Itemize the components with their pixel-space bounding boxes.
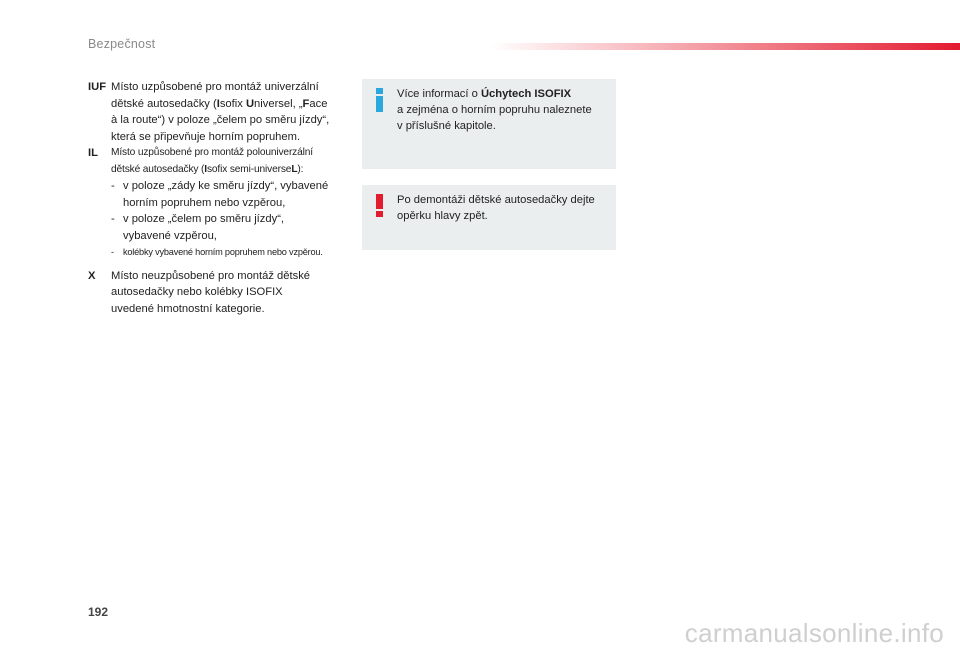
legend-entry-iuf: [88, 79, 348, 145]
legend-entry-x: [88, 268, 348, 318]
warning-icon: [375, 194, 385, 220]
info-icon-stem: [376, 96, 383, 112]
warning-line-1: Po demontáži dětské autosedačky dejte: [397, 194, 595, 206]
legend-entry-il: [88, 145, 348, 261]
il-line-2-b: I: [204, 163, 207, 175]
warning-line-2: opěrku hlavy zpět.: [397, 210, 488, 222]
il-bullet-2-line-1: - v poloze „čelem po směru jízdy“,: [123, 213, 285, 225]
il-bullet-1-line-2: horním popruhem nebo vzpěrou,: [123, 196, 286, 209]
section-title: Bezpečnost: [88, 37, 156, 51]
iuf-line-1: Místo uzpůsobené pro montáž univerzální: [111, 81, 319, 93]
warning-box: [362, 185, 616, 250]
info-line-1-b: Úchytech ISOFIX: [480, 88, 572, 100]
spacer: [88, 261, 348, 268]
info-line-2: a zejména o horním popruhu naleznete: [397, 104, 592, 116]
iuf-line-2: [111, 96, 348, 113]
watermark: carmanualsonline.info: [684, 618, 944, 648]
iuf-line-2-g: ace: [309, 97, 328, 110]
x-line-3: uvedené hmotnostní kategorie.: [111, 302, 265, 315]
iuf-line-2-d: U: [245, 97, 255, 110]
iuf-line-4: která se připevňuje horním popruhem.: [111, 130, 301, 143]
il-bullet-2: [111, 211, 348, 244]
info-box: [362, 79, 616, 169]
legend-code-iuf: IUF: [88, 81, 107, 93]
info-line-1: [397, 86, 606, 102]
il-bullet-1-line-1: - v poloze „zády ke směru jízdy“, vybavené: [123, 180, 329, 192]
il-bullet-2-line-2: vybavené vzpěrou,: [123, 229, 217, 242]
x-line-1: Místo neuzpůsobené pro montáž dětské: [111, 269, 311, 282]
iuf-line-2-c: sofix: [219, 97, 246, 110]
iuf-line-2-f: F: [302, 97, 310, 110]
header-accent-bar: [490, 43, 960, 50]
info-icon: [375, 88, 385, 114]
x-line-2: autosedačky nebo kolébky ISOFIX: [111, 286, 283, 298]
page-number: 192: [88, 605, 109, 619]
legend-code-il: IL: [88, 147, 98, 159]
warning-icon-dot: [376, 211, 383, 217]
warning-icon-stem: [376, 194, 383, 209]
il-bullet-3-line-1: - kolébky vybavené horním popruhem nebo vzpěrou.: [123, 247, 323, 257]
iuf-line-3: à la route“) v poloze „čelem po směru jízdy“,: [111, 114, 330, 126]
iuf-line-2-e: niversel, „: [254, 97, 303, 110]
warning-box-text: [397, 192, 606, 224]
il-line-1: Místo uzpůsobené pro montáž polouniverzální: [111, 147, 313, 158]
il-bullet-3: [111, 244, 348, 261]
info-icon-dot: [376, 88, 383, 94]
iuf-line-2-a: dětské autosedačky (: [111, 97, 217, 110]
info-line-3: v příslušné kapitole.: [397, 120, 496, 132]
il-line-2-a: dětské autosedačky (: [111, 163, 205, 175]
info-line-1-a: Více informací o: [397, 88, 481, 100]
il-line-2-e: ):: [297, 163, 304, 175]
il-line-2-d: L: [291, 163, 298, 175]
info-box-text: [397, 86, 606, 134]
il-line-2-c: sofix semi-universe: [206, 163, 292, 175]
iuf-line-2-b: I: [216, 97, 220, 110]
il-line-2: [111, 162, 348, 179]
legend-column: [88, 79, 348, 317]
il-bullet-1: [111, 178, 348, 211]
legend-code-x: X: [88, 269, 96, 282]
